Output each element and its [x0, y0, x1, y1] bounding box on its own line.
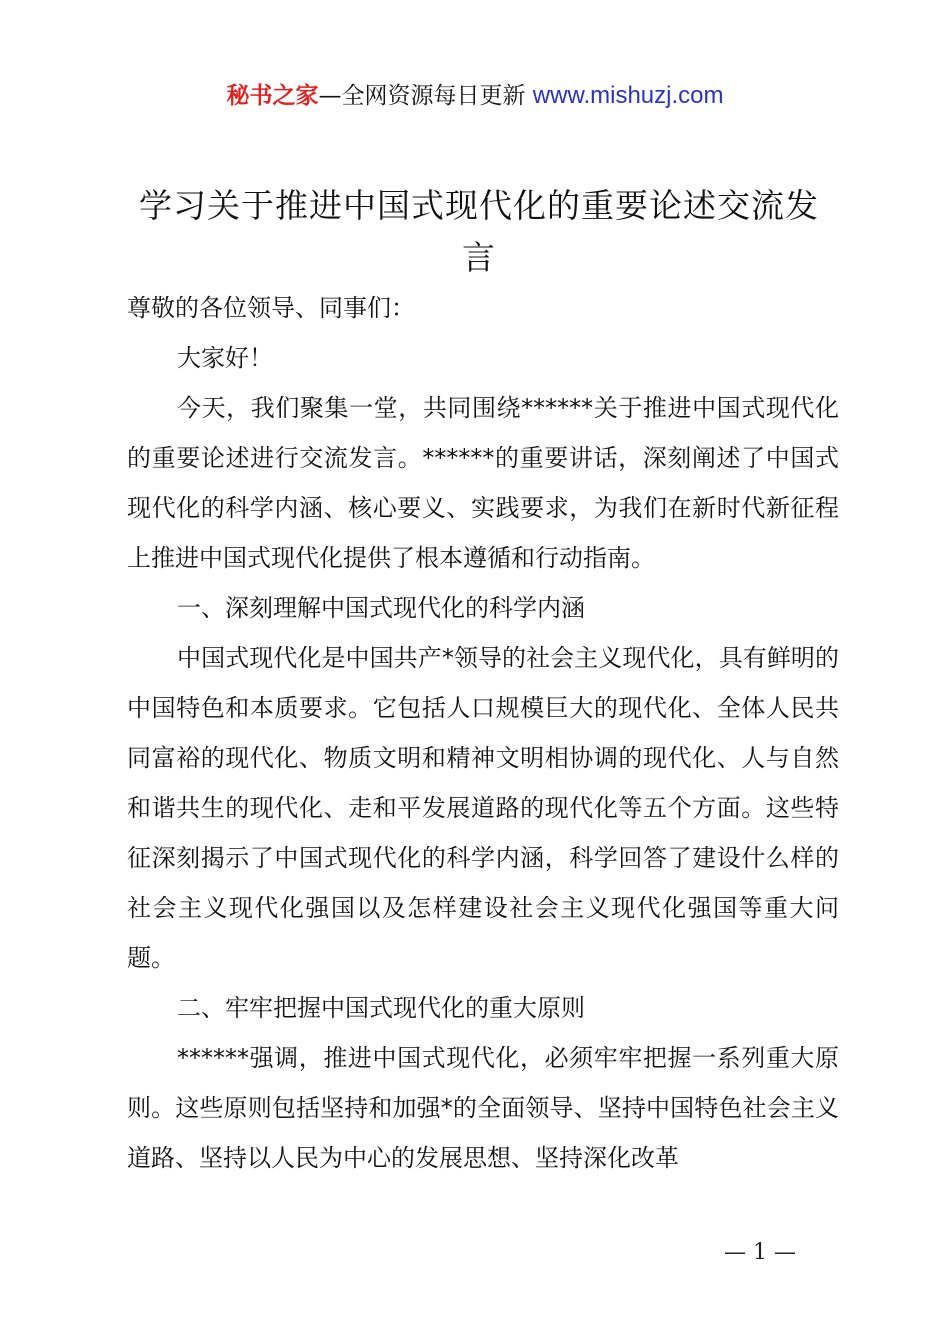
- section-heading: 一、深刻理解中国式现代化的科学内涵: [177, 594, 585, 622]
- document-body: [127, 283, 839, 1183]
- header-tagline: —全网资源每日更新: [318, 83, 526, 109]
- site-header: [0, 80, 950, 112]
- brand-name: 秘书之家: [226, 83, 319, 109]
- page-number: — 1 —: [724, 1240, 796, 1265]
- body-paragraph: 中国式现代化是中国共产*领导的社会主义现代化，具有鲜明的中国特色和本质要求。它包括人口规模巨大的现代化、全体人民共同富裕的现代化、物质文明和精神文明相协调的现代化、人与自然和谐共生的现代化、走和平发展道路的现代化等五个方面。这些特征深刻揭示了中国式现代化的科学内涵，科学回答了建设什么样的社会主义现代化强国以及怎样建设社会主义现代化强国等重大问题。: [127, 644, 839, 972]
- site-url[interactable]: www.mishuzj.com: [532, 82, 724, 109]
- body-paragraph: 今天，我们聚集一堂，共同围绕******关于推进中国式现代化的重要论述进行交流发言。******的重要讲话，深刻阐述了中国式现代化的科学内涵、核心要义、实践要求，为我们在新时代新征程上推进中国式现代化提供了根本遵循和行动指南。: [127, 394, 839, 572]
- greeting: 大家好！: [177, 344, 273, 372]
- body-paragraph: ******强调，推进中国式现代化，必须牢牢把握一系列重大原则。这些原则包括坚持和加强*的全面领导、坚持中国特色社会主义道路、坚持以人民为中心的发展思想、坚持深化改革: [127, 1044, 839, 1172]
- section-heading: 二、牢牢把握中国式现代化的重大原则: [177, 994, 585, 1022]
- salutation: 尊敬的各位领导、同事们：: [127, 294, 415, 322]
- document-title: 学习关于推进中国式现代化的重要论述交流发言: [139, 186, 819, 277]
